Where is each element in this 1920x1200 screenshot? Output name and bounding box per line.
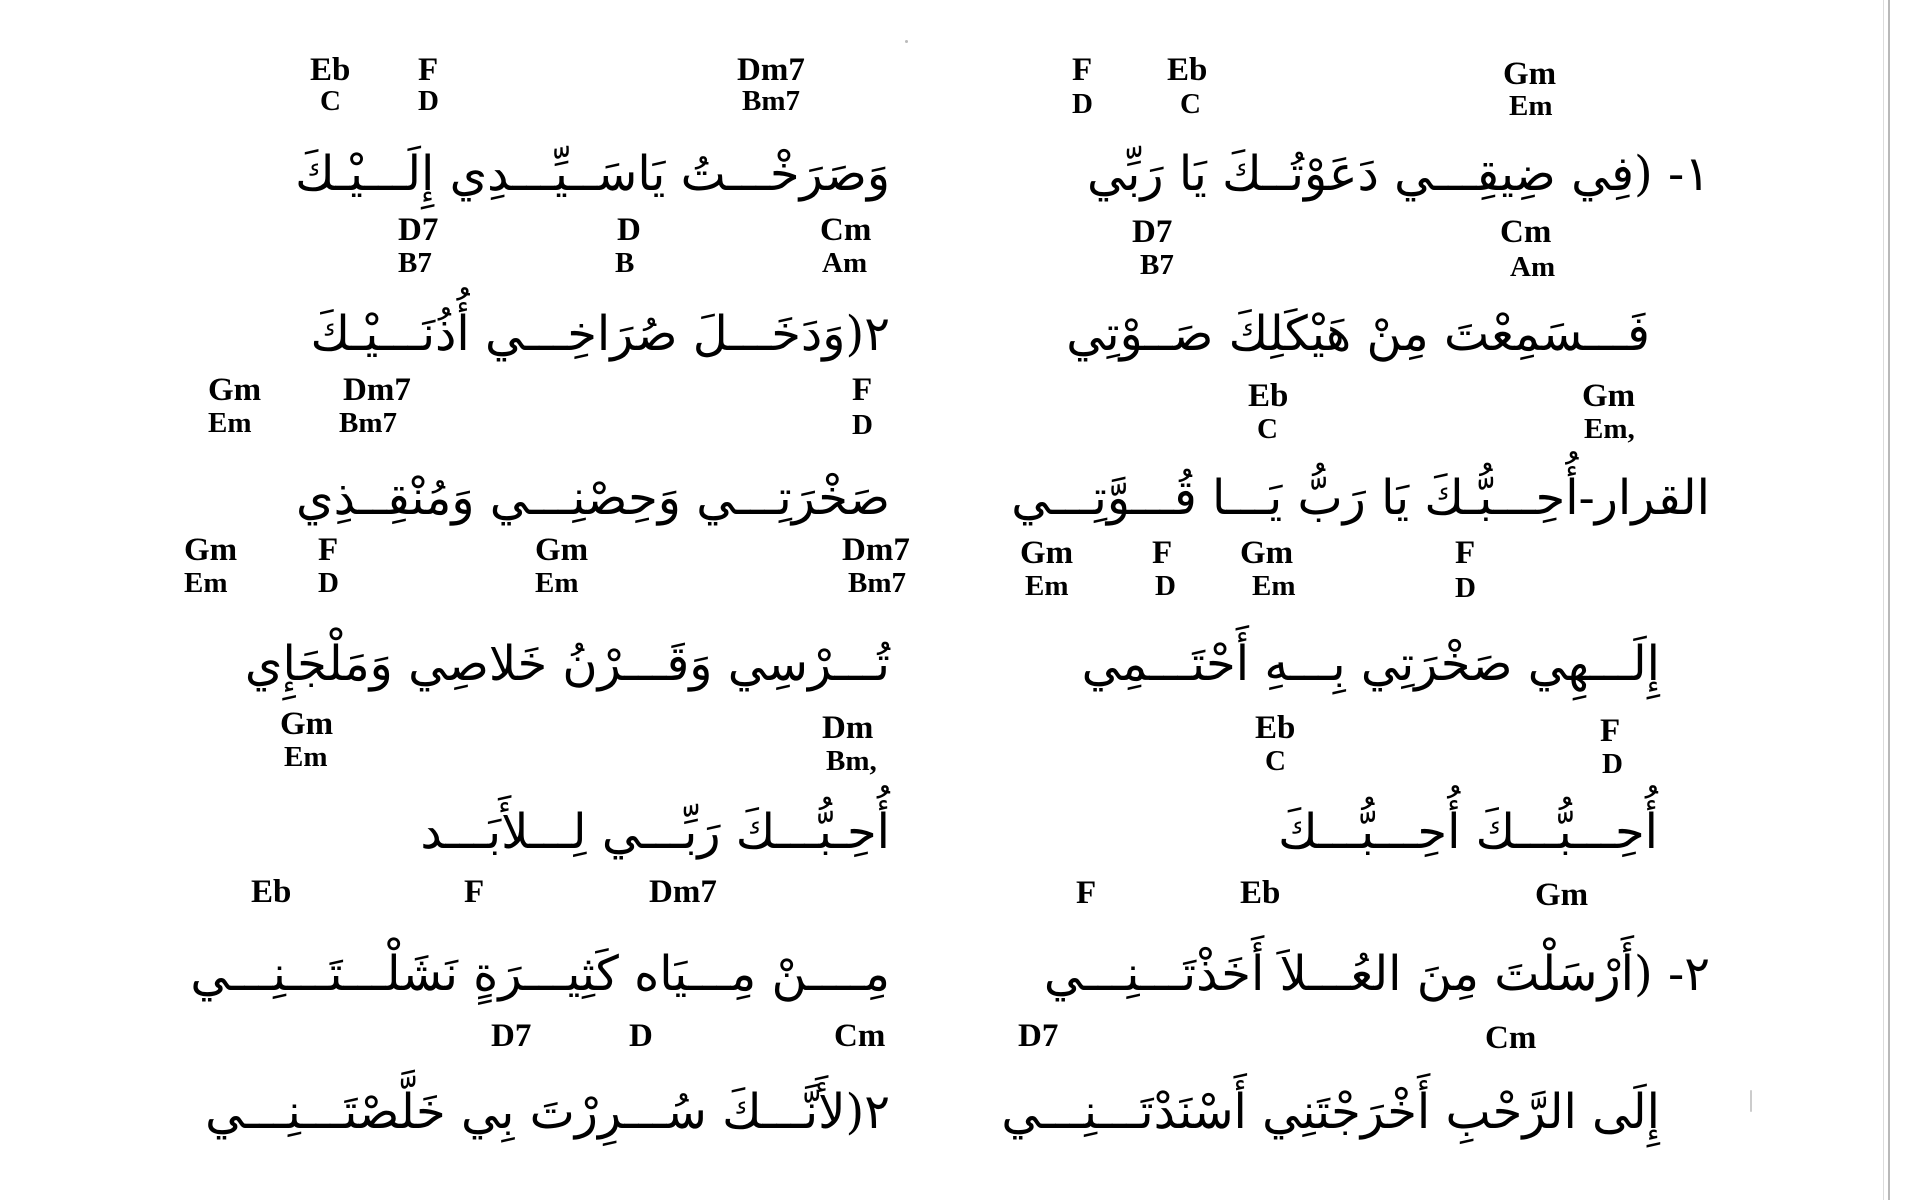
chord: Gm xyxy=(184,532,238,568)
chord: Dm7 xyxy=(737,52,805,88)
chord: Cm xyxy=(1500,214,1552,250)
chord: F xyxy=(318,532,339,568)
scan-speck xyxy=(1750,1090,1752,1112)
chord-alt: Am xyxy=(822,247,868,279)
chord: D7 xyxy=(1132,214,1173,250)
lyric-line: مِــــنْ مِـــيَاه كَثِيـــرَةٍ نَشَلْـــتَـــنِـــي xyxy=(190,946,890,1002)
chord: Gm xyxy=(208,372,262,408)
chord: Eb xyxy=(310,52,351,88)
chord: D7 xyxy=(1018,1018,1059,1054)
chord-alt: Em xyxy=(184,567,228,599)
chord-alt: Em xyxy=(1509,90,1553,122)
chord: Gm xyxy=(1535,877,1589,913)
chord: Gm xyxy=(1240,535,1294,571)
lyric-line: ٢- (أَرْسَلْتَ مِنَ العُـــلاَ أَخَذْتَـــنِـــي xyxy=(1043,946,1710,1002)
chord: F xyxy=(1076,875,1097,911)
chord: Eb xyxy=(1240,875,1281,911)
chord-alt: D xyxy=(418,85,439,117)
chord: F xyxy=(418,52,439,88)
chord-alt: Bm, xyxy=(826,745,877,777)
chord-alt: C xyxy=(1180,88,1201,120)
lyric-line: ٢(لأَنَّـــكَ سُـــرِرْتَ بِي خَلَّصْتَـــنِـــي xyxy=(205,1084,890,1140)
chord-alt: D xyxy=(1072,88,1093,120)
chord: D7 xyxy=(491,1018,532,1054)
chord: Dm7 xyxy=(343,372,411,408)
chord: F xyxy=(1152,535,1173,571)
chord-alt: Em xyxy=(284,741,328,773)
chord: Gm xyxy=(1503,56,1557,92)
chord-alt: D xyxy=(1455,572,1476,604)
chord: Gm xyxy=(535,532,589,568)
chord-alt: B7 xyxy=(1140,249,1174,281)
chord: F xyxy=(1455,535,1476,571)
lyric-line: أُحِـــبُّـــكَ أُحِـــبُّـــكَ xyxy=(1278,804,1658,860)
chord-alt: C xyxy=(1265,745,1286,777)
lyric-line: تُـــرْسِي وَقَـــرْنُ خَلاصِي وَمَلْجَإِي xyxy=(244,636,890,692)
chord-alt: C xyxy=(1257,413,1278,445)
lyric-line: ١- (فِي ضِيقِـــي دَعَوْتُــكَ يَا رَبِّي xyxy=(1087,146,1710,202)
chord-alt: Em, xyxy=(1584,413,1635,445)
chord: Eb xyxy=(251,874,292,910)
chord: Cm xyxy=(834,1018,886,1054)
lyric-line: أُحِـبُّـــكَ رَبِّـــي لِـــلأَبَـــد xyxy=(420,804,890,860)
page-edge-line xyxy=(1888,0,1890,1200)
chord-alt: Bm7 xyxy=(339,407,397,439)
lyric-line: ٢(وَدَخَـــلَ صُرَاخِـــي أُذُنَـــيْـكَ xyxy=(310,306,890,362)
chord-alt: Bm7 xyxy=(742,85,800,117)
chord-alt: Em xyxy=(1252,570,1296,602)
chord: Eb xyxy=(1167,52,1208,88)
chord-alt: C xyxy=(320,85,341,117)
chord: D xyxy=(617,212,641,248)
chord: D xyxy=(629,1018,653,1054)
page-edge-line-faint xyxy=(1883,0,1884,1200)
chord: Dm7 xyxy=(842,532,910,568)
chord: Dm xyxy=(822,710,874,746)
lyric-line: إِلَى الرَّحْبِ أَخْرَجْتَنِي أَسْنَدْتَـــنِـــي xyxy=(1001,1084,1660,1140)
chord: Cm xyxy=(1485,1020,1537,1056)
chord-alt: Em xyxy=(1025,570,1069,602)
chord-alt: D xyxy=(852,409,873,441)
chord: Gm xyxy=(1020,535,1074,571)
chord-alt: Em xyxy=(208,407,252,439)
chord: Dm7 xyxy=(649,874,717,910)
chord: Eb xyxy=(1248,378,1289,414)
chord: F xyxy=(1600,713,1621,749)
lyric-line: صَخْرَتِـــي وَحِصْنِـــي وَمُنْقِــذِي xyxy=(296,470,890,526)
chord-alt: B xyxy=(615,247,635,279)
chord: Gm xyxy=(280,706,334,742)
chord-alt: D xyxy=(1155,570,1176,602)
chord-alt: Am xyxy=(1510,251,1556,283)
scan-speck xyxy=(905,40,908,43)
chord: Cm xyxy=(820,212,872,248)
chord-alt: Em xyxy=(535,567,579,599)
chord: Gm xyxy=(1582,378,1636,414)
chord-alt: D xyxy=(318,567,339,599)
lyric-line: فَـــسَمِعْتَ مِنْ هَيْكَلِكَ صَــوْتِي xyxy=(1066,306,1650,362)
chord: F xyxy=(852,372,873,408)
chord-alt: Bm7 xyxy=(848,567,906,599)
lyric-line: القرار-أُحِـــبُّـكَ يَا رَبُّ يَـــا قُـــوَّتِـــي xyxy=(1011,470,1710,526)
chord: F xyxy=(464,874,485,910)
lyric-line: إِلَـــهِي صَخْرَتِي بِـــهِ أَحْتَـــمِي xyxy=(1081,636,1660,692)
chord: F xyxy=(1072,52,1093,88)
chord-alt: B7 xyxy=(398,247,432,279)
lyric-line: وَصَرَخْـــتُ يَاسَــيِّـــدِي إِلَـــيْـكَ xyxy=(295,146,890,202)
chord: Eb xyxy=(1255,710,1296,746)
chord: D7 xyxy=(398,212,439,248)
chord-alt: D xyxy=(1602,748,1623,780)
